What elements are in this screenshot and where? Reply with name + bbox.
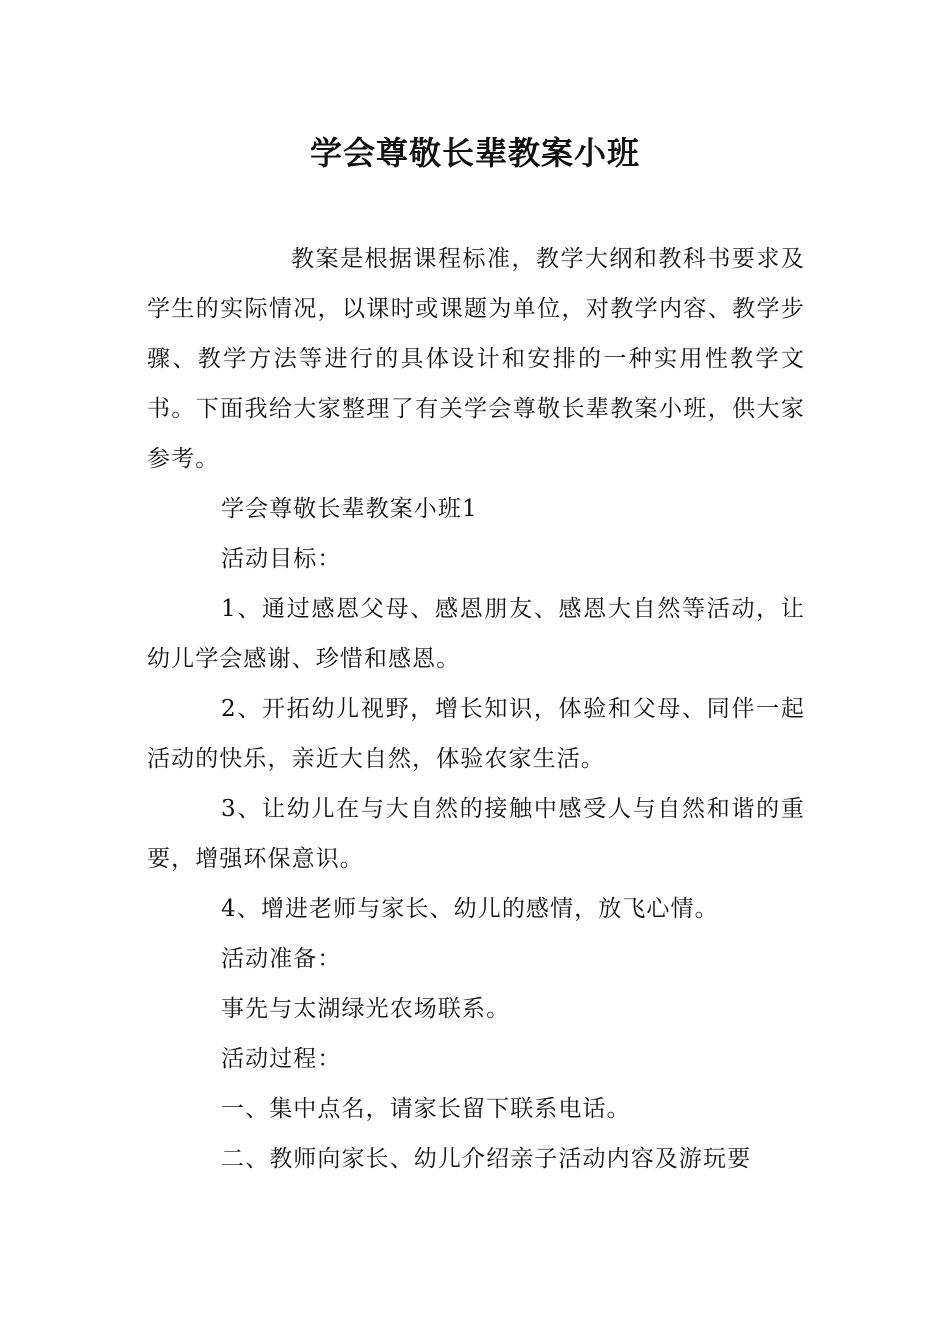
section-heading: 学会尊敬长辈教案小班1: [221, 496, 478, 522]
process-step-1: 一、集中点名，请家长留下联系电话。: [221, 1096, 631, 1122]
goal-item-3: 3、让幼儿在与大自然的接触中感受人与自然和谐的重要，增强环保意识。: [147, 796, 805, 872]
goal-item-2: 2、开拓幼儿视野，增长知识，体验和父母、同伴一起活动的快乐，亲近大自然，体验农家生活。: [147, 696, 805, 772]
goals-heading: 活动目标：: [221, 546, 342, 572]
goal-item-1: 1、通过感恩父母、感恩朋友、感恩大自然等活动，让幼儿学会感谢、珍惜和感恩。: [147, 596, 805, 672]
document-body: [147, 234, 805, 1184]
intro-paragraph: 教案是根据课程标准，教学大纲和教科书要求及学生的实际情况，以课时或课题为单位，对教学内容、教学步骤、教学方法等进行的具体设计和安排的一种实用性教学文书。下面我给大家整理了有关学会尊敬长辈教案小班，供大家参考。: [147, 246, 805, 472]
document-title: 学会尊敬长辈教案小班: [309, 134, 640, 172]
process-heading: 活动过程：: [221, 1046, 342, 1072]
preparation-text: 事先与太湖绿光农场联系。: [221, 996, 511, 1022]
preparation-heading: 活动准备：: [221, 946, 342, 972]
process-step-2: 二、教师向家长、幼儿介绍亲子活动内容及游玩要: [221, 1146, 752, 1172]
goal-item-4: 4、增进老师与家长、幼儿的感情，放飞心情。: [221, 896, 719, 922]
